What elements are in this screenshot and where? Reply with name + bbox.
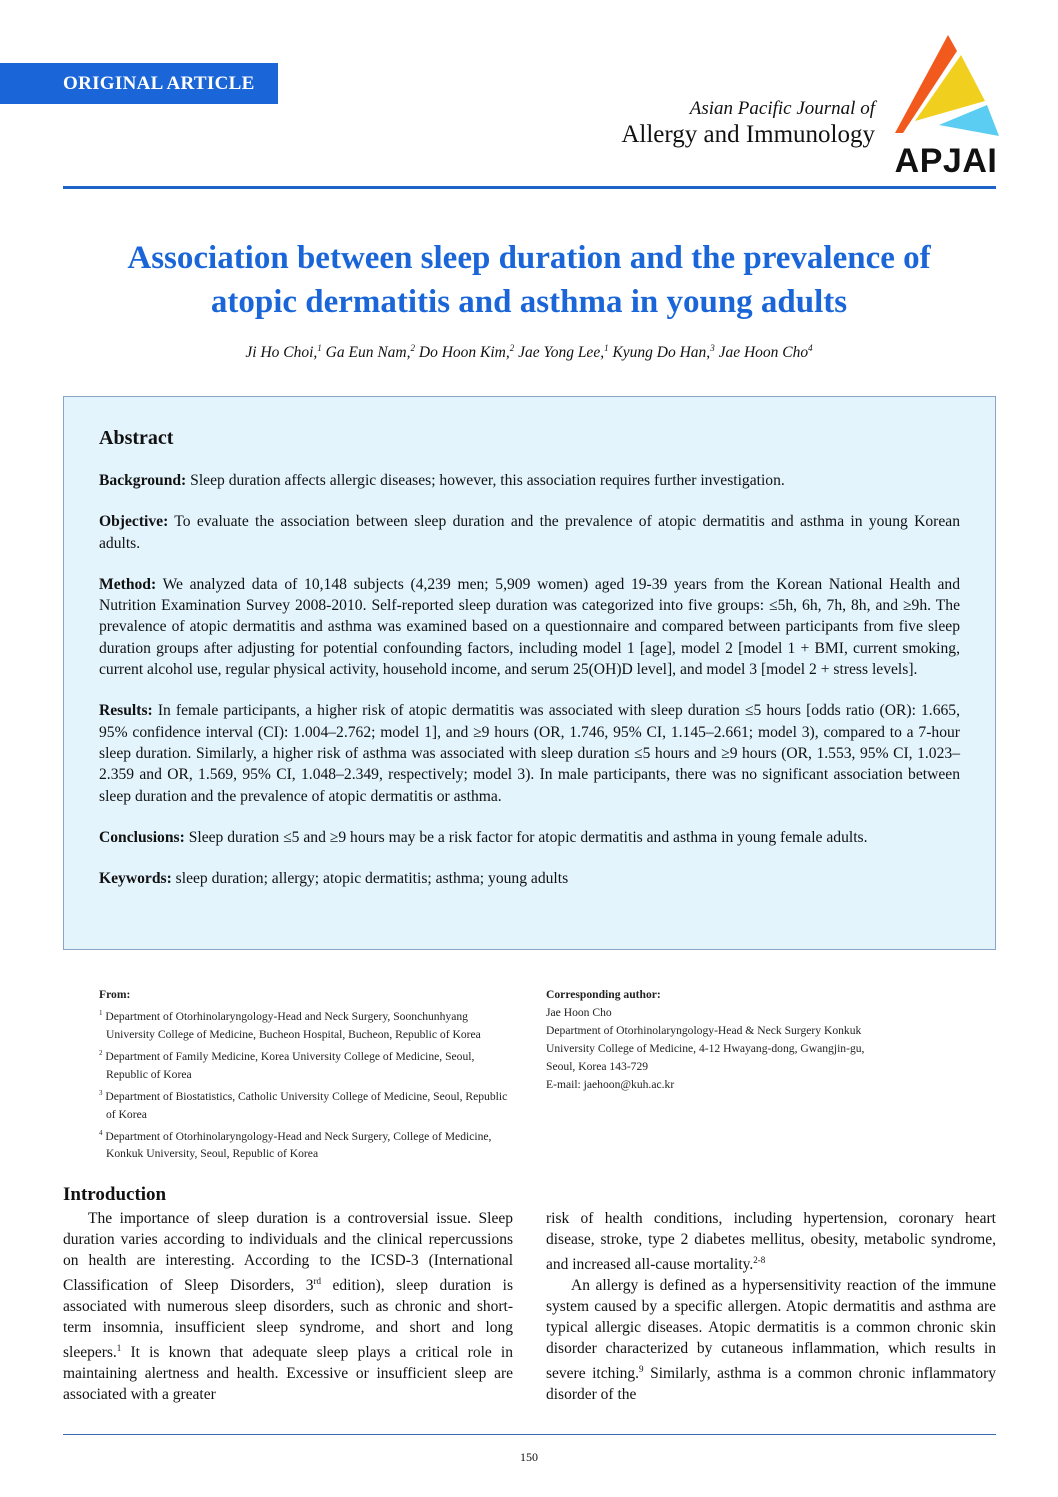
article-title — [40, 236, 1018, 324]
header-divider — [63, 186, 996, 189]
keywords-text: sleep duration; allergy; atopic dermatitis; asthma; young adults — [171, 870, 569, 888]
affiliation-marker: 2 — [410, 343, 415, 353]
objective-text: To evaluate the association between sleep duration and the prevalence of atopic dermatitis and asthma in young Korean adults. — [99, 513, 960, 552]
affiliation-item: $^1$ Department of Otorhinolaryngology-Head and Neck Surgery, Soonchunhyang University College of Medicine, Bucheon Hospital, Bucheon, Republic of Korea — [99, 1009, 481, 1041]
citation[interactable]: 2-8 — [753, 1255, 766, 1265]
author-list — [40, 343, 1018, 362]
affiliation-marker: 1 — [604, 343, 609, 353]
affiliations-heading: From: — [99, 988, 131, 1001]
affiliations — [99, 986, 519, 1163]
background-text: Sleep duration affects allergic diseases; however, this association requires further investigation. — [186, 472, 785, 489]
abstract-background — [99, 470, 960, 491]
corresponding-address-line: Department of Otorhinolaryngology-Head & Neck Surgery Konkuk — [546, 1024, 862, 1037]
author: Ga Eun Nam, — [325, 344, 411, 362]
corresponding-heading: Corresponding author: — [546, 988, 661, 1001]
method-label: Method: — [99, 575, 157, 593]
abstract-method — [99, 574, 960, 680]
abstract-results — [99, 700, 960, 806]
corresponding-author — [546, 986, 996, 1094]
affiliation-item: $^2$ Department of Family Medicine, Korea University College of Medicine, Seoul, Republic of Korea — [99, 1048, 475, 1081]
introduction-paragraph: An allergy is defined as a hypersensitivity reaction of the immune system caused by a specific allergen. Atopic dermatitis and asthma are typical allergic diseases. Atopic dermatitis is a common chronic skin disorder characterized by cutaneous inflammation, which results in severe itching.$^9$ Similarly, asthma is a common chronic inflammatory disorder of the — [546, 1277, 996, 1404]
author: Do Hoon Kim, — [418, 344, 510, 362]
affiliation-item: $^4$ Department of Otorhinolaryngology-Head and Neck Surgery, College of Medicine, Konkuk University, Seoul, Republic of Korea — [99, 1128, 492, 1161]
journal-name-line1: Asian Pacific Journal of — [689, 98, 875, 119]
body-column-right — [546, 1208, 996, 1405]
corresponding-name: Jae Hoon Cho — [546, 1006, 612, 1019]
affiliation-marker: 3 — [710, 343, 715, 353]
affiliation-item: $^3$ Department of Biostatistics, Catholic University College of Medicine, Seoul, Republic of Korea — [99, 1088, 508, 1121]
logo-text: APJAI — [894, 142, 998, 180]
results-label: Results: — [99, 702, 153, 720]
corresponding-email[interactable]: E-mail: jaehoon@kuh.ac.kr — [546, 1078, 675, 1091]
keywords-label: Keywords: — [99, 870, 172, 888]
citation[interactable]: 9 — [639, 1364, 644, 1375]
citation[interactable]: 1 — [116, 1343, 122, 1354]
abstract-heading: Abstract — [99, 427, 174, 449]
title-line2: atopic dermatitis and asthma in young adults — [210, 284, 848, 320]
affiliation-marker: 1 — [317, 343, 322, 353]
journal-name — [621, 98, 875, 150]
abstract-keywords — [99, 868, 960, 889]
page-number: 150 — [520, 1450, 538, 1464]
author: Jae Yong Lee, — [518, 344, 605, 362]
introduction-paragraph-cont: risk of health conditions, including hypertension, coronary heart disease, stroke, type 2 diabetes mellitus, obesity, metabolic syndrome, and increased all-cause mortality.$^{2-8}$ — [546, 1210, 996, 1274]
introduction-paragraph: The importance of sleep duration is a controversial issue. Sleep duration varies according to individuals and the clinical repercussions on health are interesting. According to the ICSD-3 (International Classification of Sleep Disorders, 3rd edition), sleep duration is associated with numerous sleep disorders, such as chronic and short-term insomnia, insufficient sleep syndrome, and short and long sleepers.$^1$ It is known that adequate sleep plays a critical role in maintaining alertness and health. Excessive or insufficient sleep are associated with a greater — [63, 1210, 513, 1404]
journal-name-line2: Allergy and Immunology — [621, 121, 875, 148]
introduction-heading: Introduction — [63, 1184, 167, 1205]
affiliation-marker: 4 — [808, 343, 813, 353]
article-type-badge — [0, 63, 278, 104]
abstract-box — [63, 396, 996, 950]
corresponding-address-line: University College of Medicine, 4-12 Hwayang-dong, Gwangjin-gu, — [546, 1042, 865, 1055]
abstract-objective — [99, 511, 960, 554]
corresponding-address-line: Seoul, Korea 143-729 — [546, 1060, 649, 1073]
method-text: We analyzed data of 10,148 subjects (4,239 men; 5,909 women) aged 19-39 years from the Korean National Health and Nutrition Examination Survey 2008-2010. Self-reported sleep duration was categorized into five groups: ≤5h, 6h, 7h, 8h, and ≥9h. The prevalence of atopic dermatitis and asthma was examined based on a questionnaire and compared between participants from five sleep duration groups after adjusting for potential confounding factors, including model 1 [age], model 2 [model 1 + BMI, current smoking, current alcohol use, regular physical activity, household income, and serum 25(OH)D level], and model 3 [model 2 + stress levels]. — [99, 575, 960, 679]
title-line1: Association between sleep duration and the prevalence of — [127, 240, 931, 276]
conclusions-text: Sleep duration ≤5 and ≥9 hours may be a risk factor for atopic dermatitis and asthma in young female adults. — [184, 828, 868, 846]
author: Ji Ho Choi, — [245, 344, 318, 362]
footer-divider — [63, 1434, 996, 1435]
background-label: Background: — [99, 472, 187, 489]
conclusions-label: Conclusions: — [99, 828, 185, 846]
body-column-left — [63, 1184, 513, 1405]
triangle-logo-icon — [893, 33, 1003, 143]
objective-label: Objective: — [99, 513, 169, 531]
results-text: In female participants, a higher risk of atopic dermatitis was associated with sleep duration ≤5 hours [odds ratio (OR): 1.665, 95% confidence interval (CI): 1.004–2.762; model 1], and ≥9 hours (OR, 1.746, 95% CI, 1.145–2.661; model 3), compared to a 7-hour sleep duration. Similarly, a higher risk of asthma was associated with sleep duration ≤5 hours and ≥9 hours (OR, 1.553, 95% CI, 1.023–2.359 and OR, 1.569, 95% CI, 1.048–2.349, respectively; model 3). In male participants, there was no significant association between sleep duration and the prevalence of atopic dermatitis or asthma. — [99, 702, 960, 805]
abstract-conclusions — [99, 827, 960, 848]
apjai-logo — [893, 33, 1003, 178]
author: Jae Hoon Cho — [718, 344, 809, 362]
author: Kyung Do Han, — [612, 344, 711, 362]
affiliation-marker: 2 — [509, 343, 515, 353]
article-type-label: ORIGINAL ARTICLE — [63, 72, 255, 94]
